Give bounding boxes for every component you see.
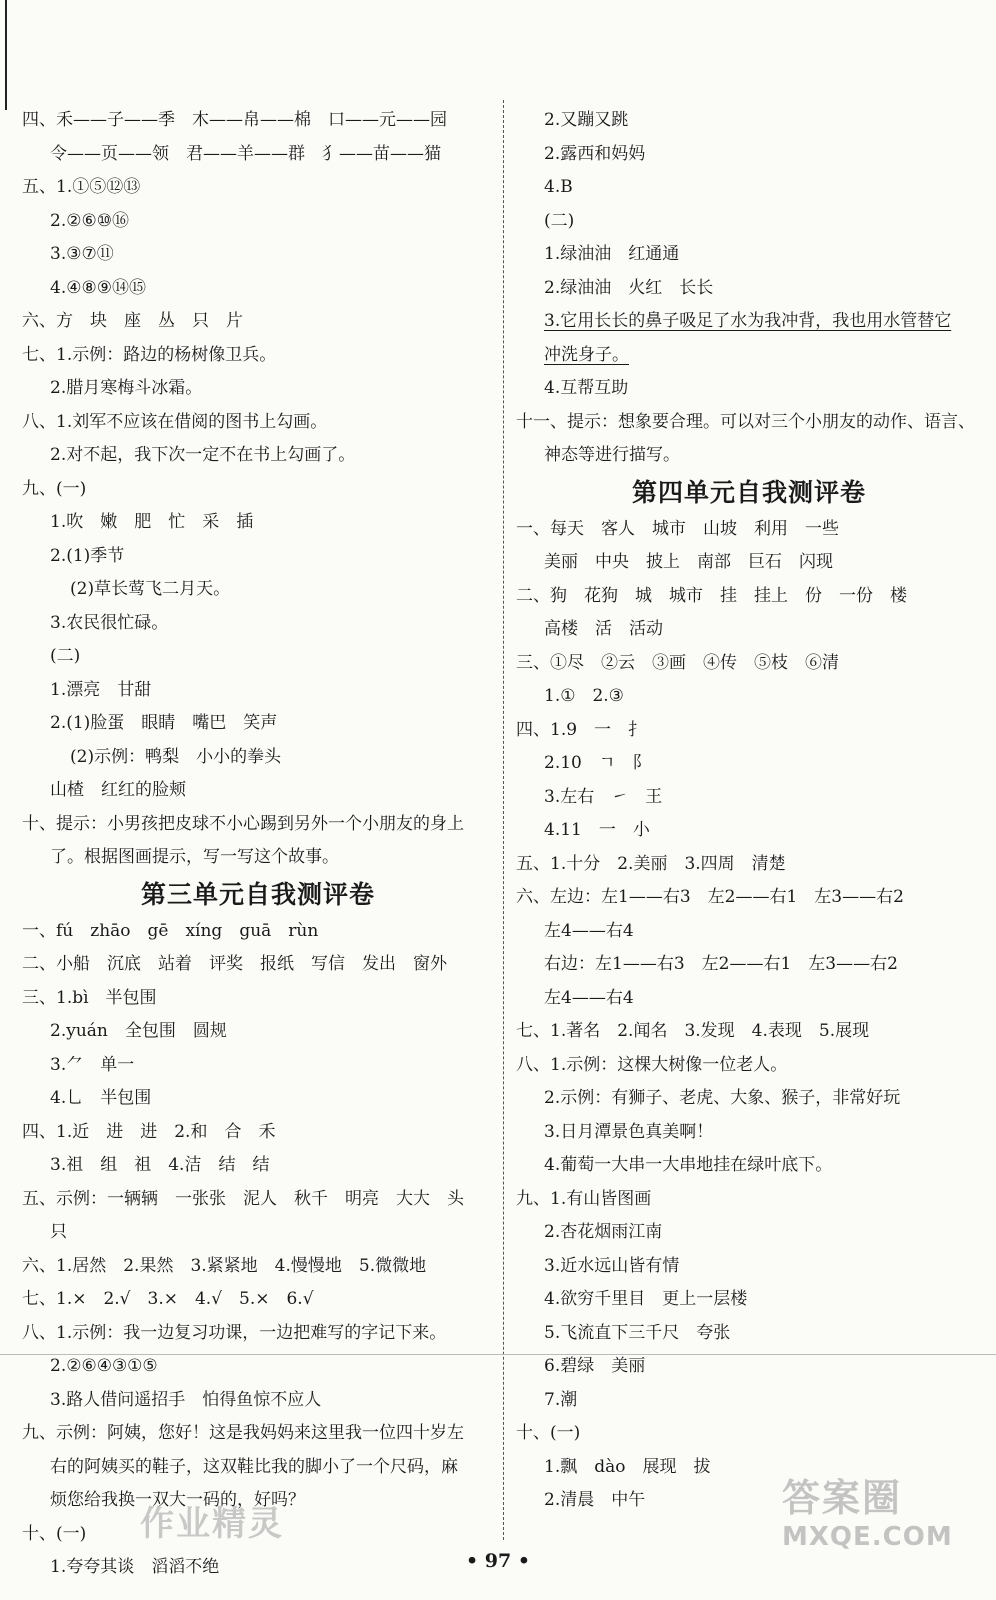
column-divider xyxy=(503,100,504,1540)
answer-line: 6.碧绿 美丽 xyxy=(544,1356,646,1376)
answer-line: 3.祖 组 祖 4.洁 结 结 xyxy=(50,1155,270,1175)
site-watermark xyxy=(782,1476,982,1566)
answer-line: 1.绿油油 红通通 xyxy=(544,244,680,264)
answer-line: (2)草长莺飞二月天。 xyxy=(70,579,231,599)
answer-line: 十、(一) xyxy=(516,1423,581,1443)
answer-line: 2.对不起，我下次一定不在书上勾画了。 xyxy=(50,445,356,465)
answer-line: (2)示例：鸭梨 小小的拳头 xyxy=(70,746,282,767)
answer-line: 1.吹 嫩 肥 忙 采 插 xyxy=(50,512,254,532)
answer-line: 2.又蹦又跳 xyxy=(544,110,629,130)
answer-line: 2.绿油油 火红 长长 xyxy=(544,277,714,298)
answer-line: 2.示例：有狮子、老虎、大象、猴子，非常好玩 xyxy=(544,1088,901,1108)
answer-line: 1.飘 dào 展现 拔 xyxy=(544,1456,711,1477)
answer-line: 2.yuán 全包围 圆规 xyxy=(50,1021,227,1041)
answer-line: 八、1.刘军不应该在借阅的图书上勾画。 xyxy=(22,411,328,432)
answer-line: 三、①尽 ②云 ③画 ④传 ⑤枝 ⑥清 xyxy=(516,652,839,673)
answer-line: 烦您给我换一双大一码的，好吗？ xyxy=(50,1490,305,1510)
answer-line: 五、1.①⑤⑫⑬ xyxy=(22,177,141,197)
section-title: 第四单元自我测评卷 xyxy=(631,477,866,507)
answer-line: 七、1.著名 2.闻名 3.发现 4.表现 5.展现 xyxy=(516,1021,870,1041)
answer-line: 一、fú zhāo gē xíng guā rùn xyxy=(22,920,319,941)
answer-line: 六、1.居然 2.果然 3.紧紧地 4.慢慢地 5.微微地 xyxy=(22,1255,427,1276)
answer-line: 四、禾——子——季 木——帛——棉 口——元——园 xyxy=(22,110,447,130)
answer-line: 二、狗 花狗 城 城市 挂 挂上 份 一份 楼 xyxy=(516,585,907,606)
answer-line: 七、1.示例：路边的杨树像卫兵。 xyxy=(22,344,277,365)
answer-line xyxy=(516,305,982,339)
answer-line: 神态等进行描写。 xyxy=(544,445,680,465)
answer-line: 七、1.× 2.√ 3.× 4.√ 5.× 6.√ xyxy=(22,1289,314,1309)
answer-line: 2.露西和妈妈 xyxy=(544,143,646,164)
answer-line: 4.④⑧⑨⑭⑮ xyxy=(50,277,146,298)
answer-line: 2.杏花烟雨江南 xyxy=(544,1222,663,1242)
answer-line: 2.10 ㄱ 阝 xyxy=(544,753,650,773)
answer-line: 了。根据图画提示，写一写这个故事。 xyxy=(50,847,339,867)
answer-line: 3.⺈ 单一 xyxy=(50,1054,135,1075)
answer-line: 九、(一) xyxy=(22,478,87,499)
answer-line: 3.农民很忙碌。 xyxy=(50,612,169,633)
answer-line: 2.腊月寒梅斗冰霜。 xyxy=(50,378,203,398)
answer-line: 八、1.示例：这棵大树像一位老人。 xyxy=(516,1054,788,1075)
answer-line: 右的阿姨买的鞋子，这双鞋比我的脚小了一个尺码，麻 xyxy=(50,1456,458,1477)
answer-line: 高楼 活 活动 xyxy=(544,619,663,639)
answer-line: (二) xyxy=(544,210,575,231)
answer-line: 3.路人借问遥招手 怕得鱼惊不应人 xyxy=(50,1389,322,1410)
left-edge-line xyxy=(5,0,7,110)
left-column xyxy=(22,104,494,1585)
answer-line: 左4——右4 xyxy=(544,987,634,1008)
answer-line: 四、1.近 进 进 2.和 合 禾 xyxy=(22,1121,276,1142)
answer-line: 1.① 2.③ xyxy=(544,686,624,706)
answer-line: 八、1.示例：我一边复习功课，一边把难写的字记下来。 xyxy=(22,1322,447,1343)
answer-line: 7.潮 xyxy=(544,1389,578,1410)
answer-line: 右边：左1——右3 左2——右1 左3——右2 xyxy=(544,954,898,974)
answer-line: 5.飞流直下三千尺 夸张 xyxy=(544,1322,731,1343)
answer-line: 2.清晨 中午 xyxy=(544,1490,646,1510)
answer-line: 六、左边：左1——右3 左2——右1 左3——右2 xyxy=(516,887,904,907)
answer-line: 左4——右4 xyxy=(544,920,634,941)
answer-line: 4.葡萄一大串一大串地挂在绿叶底下。 xyxy=(544,1155,833,1175)
answer-line xyxy=(516,339,982,373)
stamp-watermark: 作业精灵 xyxy=(140,1504,284,1544)
answer-line: 山楂 红红的脸颊 xyxy=(50,780,186,800)
answer-line: 3.日月潭景色真美啊！ xyxy=(544,1121,714,1142)
answer-line: 三、1.bì 半包围 xyxy=(22,987,157,1008)
answer-line: 令——页——领 君——羊——群 犭——苗——猫 xyxy=(50,143,441,164)
answer-line: 五、1.十分 2.美丽 3.四周 清楚 xyxy=(516,853,786,874)
watermark-cn: 答案圈 xyxy=(782,1476,903,1520)
answer-line: 五、示例：一辆辆 一张张 泥人 秋千 明亮 大大 头 xyxy=(22,1188,464,1209)
answer-line: 1.夸夸其谈 滔滔不绝 xyxy=(50,1557,220,1577)
answer-line: 四、1.9 一 扌 xyxy=(516,719,646,740)
answer-line: 1.漂亮 甘甜 xyxy=(50,679,152,700)
answer-line: 只 xyxy=(50,1222,67,1242)
answer-line: 十、提示：小男孩把皮球不小心踢到另外一个小朋友的身上 xyxy=(22,813,464,834)
section-title: 第三单元自我测评卷 xyxy=(140,879,375,909)
answer-line: 2.(1)脸蛋 眼睛 嘴巴 笑声 xyxy=(50,713,278,733)
answer-line: (二) xyxy=(50,646,81,666)
answer-line: 2.②⑥⑩⑯ xyxy=(50,210,129,231)
answer-line: 十一、提示：想象要合理。可以对三个小朋友的动作、语言、 xyxy=(516,411,975,432)
answer-line: 3.③⑦⑪ xyxy=(50,244,114,264)
answer-line: 六、方 块 座 丛 只 片 xyxy=(22,311,243,331)
answer-line: 4.B xyxy=(544,177,573,197)
answer-line: 4.互帮互助 xyxy=(544,378,629,398)
answer-line: 九、示例：阿姨，您好！这是我妈妈来这里我一位四十岁左 xyxy=(22,1423,464,1443)
answer-line: 4.乚 半包围 xyxy=(50,1088,152,1108)
answer-line: 九、1.有山皆图画 xyxy=(516,1188,652,1209)
answer-line: 3.左右 ㇀ 王 xyxy=(544,786,663,807)
answer-line: 二、小船 沉底 站着 评奖 报纸 写信 发出 窗外 xyxy=(22,954,447,974)
answer-line: 4.欲穷千里目 更上一层楼 xyxy=(544,1289,748,1309)
underlined-text: 冲洗身子。 xyxy=(544,344,629,365)
answer-line: 十、(一) xyxy=(22,1523,87,1544)
answer-line: 4.11 一 小 xyxy=(544,820,650,840)
answer-line: 一、每天 客人 城市 山坡 利用 一些 xyxy=(516,518,839,539)
answer-line: 3.近水远山皆有情 xyxy=(544,1255,680,1276)
underlined-text: 3.它用长长的鼻子吸足了水为我冲背，我也用水管替它 xyxy=(544,311,952,331)
answer-line: 美丽 中央 披上 南部 巨石 闪现 xyxy=(544,552,833,572)
answer-line: 2.②⑥④③①⑤ xyxy=(50,1356,158,1376)
right-column xyxy=(516,104,982,1518)
answer-line: 2.(1)季节 xyxy=(50,545,125,566)
page-number: • 97 • xyxy=(466,1550,530,1572)
watermark-en: MXQE.COM xyxy=(782,1522,953,1552)
